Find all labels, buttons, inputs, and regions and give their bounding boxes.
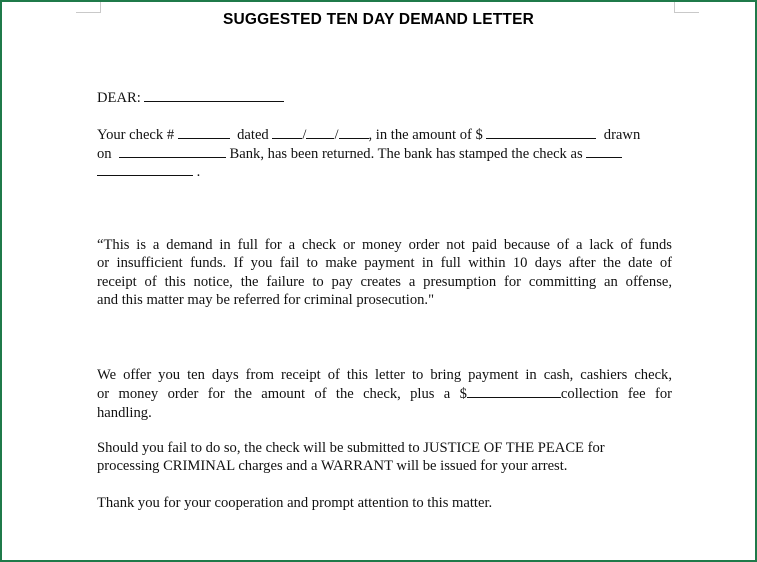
offer-line-2	[97, 384, 672, 403]
amount-label: , in the amount of $	[368, 127, 483, 143]
offer-line-1: We offer you ten days from receipt of this letter to bring payment in cash, cashiers check,	[97, 367, 672, 383]
quote-line: receipt of this notice, the failure to pay creates a presumption for committing an offense,	[97, 273, 672, 290]
check-line-3	[97, 162, 200, 181]
demand-quote-paragraph	[97, 236, 672, 309]
date-day-blank[interactable]	[306, 125, 334, 139]
check-line-2	[97, 144, 622, 163]
on-label: on	[97, 146, 112, 162]
amount-blank[interactable]	[486, 125, 596, 139]
warning-line-2: processing CRIMINAL charges and a WARRANT will be issued for your arrest.	[97, 458, 568, 474]
collection-fee-text: collection fee for	[560, 386, 672, 403]
sentence-period: .	[196, 164, 201, 180]
drawn-label: drawn	[603, 127, 641, 143]
returned-text: Bank, has been returned. The bank has stamped the check as	[229, 146, 583, 162]
check-line-1	[97, 125, 640, 144]
collection-fee-blank[interactable]	[467, 384, 561, 398]
offer-paragraph	[97, 366, 672, 422]
stamp-reason-blank-part1[interactable]	[586, 144, 622, 158]
closing-line: Thank you for your cooperation and prompt attention to this matter.	[97, 495, 493, 511]
date-year-blank[interactable]	[339, 125, 369, 139]
offer-text: or money order for the amount of the check, plus a $	[97, 386, 467, 403]
date-month-blank[interactable]	[272, 125, 302, 139]
letter-title: SUGGESTED TEN DAY DEMAND LETTER	[222, 11, 535, 28]
salutation-line	[97, 88, 284, 107]
check-number-label: Your check #	[97, 127, 175, 143]
stamp-reason-blank-part2[interactable]	[97, 162, 193, 176]
quote-line: “This is a demand in full for a check or money order not paid because of a lack of funds	[97, 237, 672, 253]
recipient-name-blank[interactable]	[144, 88, 284, 102]
quote-line: or insufficient funds. If you fail to make payment in full within 10 days after the date of	[97, 255, 672, 272]
date-separator: /	[302, 127, 307, 143]
offer-line-3: handling.	[97, 404, 152, 421]
date-separator: /	[334, 127, 339, 143]
quote-line: and this matter may be referred for criminal prosecution."	[97, 291, 435, 308]
check-number-blank[interactable]	[178, 125, 230, 139]
bank-name-blank[interactable]	[119, 144, 226, 158]
dated-label: dated	[237, 127, 269, 143]
salutation-label: DEAR:	[97, 90, 141, 106]
warning-line-1: Should you fail to do so, the check will be submitted to JUSTICE OF THE PEACE for	[97, 440, 605, 456]
